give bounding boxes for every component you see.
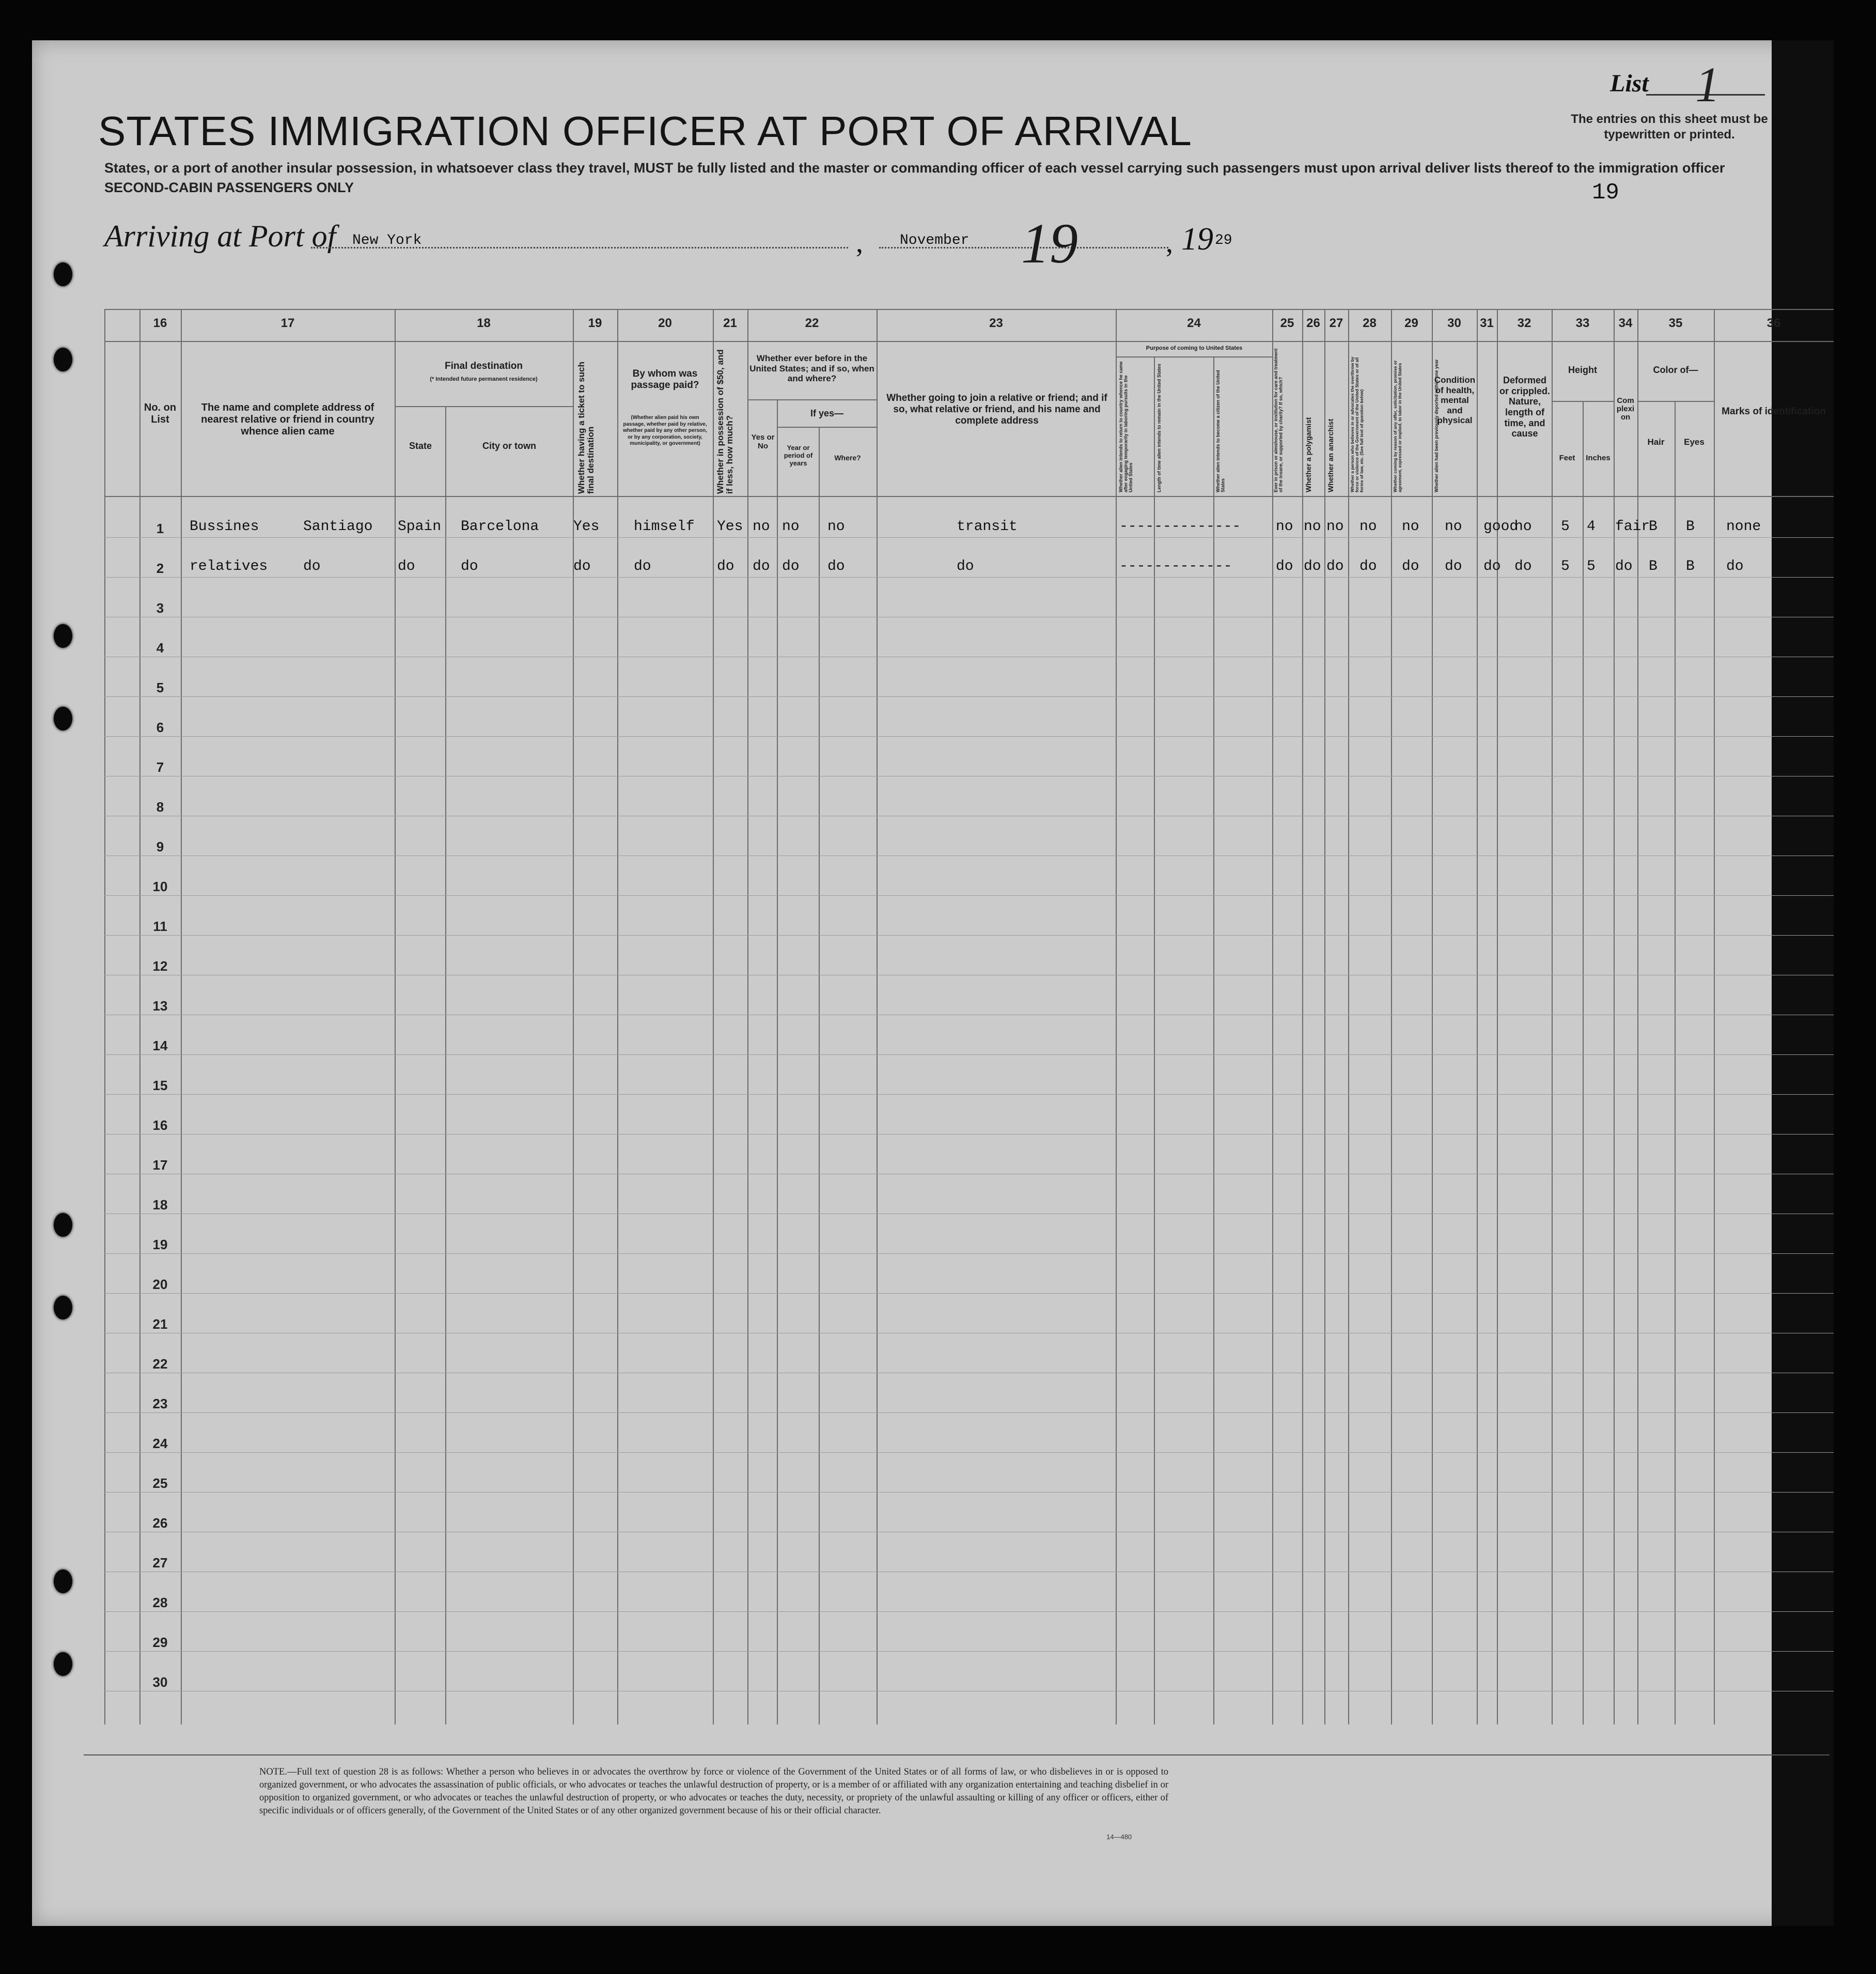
col-border [1116, 309, 1117, 1724]
column-number: 21 [723, 316, 737, 330]
header-anarchist: Whether an anarchist [1326, 418, 1335, 492]
column-number: 36 [1766, 316, 1781, 330]
header-prison: Ever in prison or almshouse, or institution for care and treatment of the insane, or supported by charity? If so, which? [1273, 348, 1284, 492]
col-border [1391, 309, 1392, 1724]
cell-city: Barcelona [461, 519, 539, 535]
column-number: 18 [477, 316, 491, 330]
header-bottom-border [104, 496, 1834, 497]
header-complexion: Complexion [1616, 396, 1635, 422]
year-typed: 29 [1215, 232, 1232, 248]
cell-paid-by: do [634, 558, 651, 574]
header-overthrow: Whether a person who believes in or advocates the overthrow by force or violence of the Government of the United States or of all forms of law, etc. (See full text of question below) [1350, 356, 1364, 492]
cell-purpose: ------------- [1119, 558, 1232, 574]
if-yes-subline [777, 427, 877, 428]
header-polygamist: Whether a polygamist [1304, 417, 1312, 492]
day-value: 19 [1021, 212, 1078, 275]
punch-hole [54, 262, 72, 286]
column-number: 28 [1363, 316, 1377, 330]
cell-before-year: no [782, 519, 800, 535]
cell-before-where: do [827, 558, 845, 574]
cell-joining: do [957, 558, 974, 574]
row-number: 10 [152, 879, 168, 894]
header-year: Year or period of years [784, 444, 813, 467]
form-code: 14—480 [1106, 1833, 1132, 1841]
col-border [1675, 401, 1676, 1724]
cell-marks: none [1726, 519, 1761, 535]
row-number: 3 [156, 600, 164, 616]
arriving-label: Arriving at Port of [104, 219, 336, 253]
punch-hole [54, 1652, 72, 1676]
cell-deported: no [1445, 519, 1462, 535]
row-rule [104, 1253, 1834, 1254]
cell-state: do [398, 558, 415, 574]
cell-inches: 4 [1587, 519, 1596, 535]
separator: , [1166, 227, 1173, 259]
header-purpose-length: Length of time alien intends to remain in the United States [1156, 363, 1162, 492]
manifest-table [104, 309, 1834, 1724]
header-deformed: Deformed or crippled. Nature, length of time, and cause [1499, 375, 1550, 439]
cell-relative-name: relatives [190, 558, 268, 574]
row-rule [104, 895, 1834, 896]
cell-eyes: B [1686, 519, 1695, 535]
row-number: 20 [152, 1277, 168, 1292]
purpose-subline [1116, 356, 1272, 358]
header-health: Condition of health, mental and physical [1434, 375, 1476, 426]
row-number: 28 [152, 1595, 168, 1610]
page-title: STATES IMMIGRATION OFFICER AT PORT OF ARRIVAL [98, 108, 1192, 154]
header-final-destination: Final destination [445, 361, 523, 371]
cell-anarchist: do [1326, 558, 1344, 574]
punch-hole [54, 348, 72, 371]
cell-overthrow: do [1359, 558, 1377, 574]
column-number: 32 [1517, 316, 1531, 330]
row-number: 6 [156, 720, 164, 735]
cell-prison: no [1276, 519, 1293, 535]
row-number: 18 [152, 1197, 168, 1213]
header-state: State [409, 441, 432, 451]
col-border [1583, 401, 1584, 1724]
column-number: 26 [1306, 316, 1320, 330]
col-border [617, 309, 618, 1724]
row-number: 23 [152, 1396, 168, 1411]
year-printed: 19 [1181, 222, 1213, 257]
row-rule [104, 935, 1834, 936]
header-city: City or town [482, 441, 536, 451]
column-number: 30 [1447, 316, 1461, 330]
header-deported: Whether alien had been previously deported within one year [1434, 359, 1439, 492]
cell-money: Yes [717, 519, 743, 535]
header-eyes: Eyes [1684, 437, 1705, 447]
row-number: 7 [156, 759, 164, 775]
cell-city: do [461, 558, 478, 574]
cell-overthrow: no [1359, 519, 1377, 535]
row-rule [104, 1492, 1834, 1493]
header-hair: Hair [1647, 437, 1665, 447]
year-mark: 19 [1592, 180, 1619, 206]
column-number: 19 [588, 316, 602, 330]
header-passage-paid-note: (Whether alien paid his own passage, whether paid by relative, whether paid by any other person, or by any corporation, society, municipality, or government) [623, 415, 707, 446]
header-feet: Feet [1559, 454, 1575, 462]
row-number: 16 [152, 1117, 168, 1133]
header-purpose: Purpose of coming to United States [1146, 345, 1243, 351]
passenger-class-label: SECOND-CABIN PASSENGERS ONLY [104, 180, 354, 195]
cell-labor-offer: do [1402, 558, 1419, 574]
column-number: 17 [280, 316, 295, 330]
col-border [877, 309, 878, 1724]
column-number: 20 [658, 316, 672, 330]
header-marks: Marks of identification [1722, 406, 1826, 417]
row-number: 29 [152, 1635, 168, 1650]
header-fifty-dollars: Whether in possession of $50, and if less, how much? [715, 349, 734, 494]
row-number: 17 [152, 1157, 168, 1173]
header-final-destination-note: (* Intended future permanent residence) [430, 376, 538, 382]
row-number: 15 [152, 1078, 168, 1093]
row-number: 13 [152, 998, 168, 1014]
separator: , [856, 227, 863, 259]
row-number: 12 [152, 958, 168, 974]
row-number: 4 [156, 640, 164, 656]
header-height: Height [1568, 365, 1597, 375]
row-number: 14 [152, 1038, 168, 1053]
row-number: 25 [152, 1475, 168, 1491]
cell-before-us: no [753, 519, 770, 535]
cell-ticket: Yes [573, 519, 600, 535]
cell-hair: B [1649, 519, 1658, 535]
column-number-divider [104, 341, 1834, 342]
row-number: 27 [152, 1555, 168, 1571]
col-border [1324, 309, 1325, 1724]
row-number: 26 [152, 1515, 168, 1531]
col-border [1432, 309, 1433, 1724]
row-rule [104, 1054, 1834, 1055]
cell-eyes: B [1686, 558, 1695, 574]
punch-hole [54, 1296, 72, 1319]
col-border [777, 399, 778, 1724]
cell-health: good [1483, 519, 1519, 535]
port-value: New York [352, 232, 422, 248]
cell-feet: 5 [1561, 519, 1570, 535]
cell-deported: do [1445, 558, 1462, 574]
before-us-subline [747, 399, 877, 400]
header-if-yes: If yes— [810, 408, 844, 418]
table-top-border [104, 309, 1834, 310]
cell-polygamist: do [1304, 558, 1321, 574]
header-labor-offer: Whether coming by reason of any offer, solicitation, promise or agreement, expressed or implied, to labor in the United States [1393, 360, 1402, 492]
instructions-text: States, or a port of another insular possession, in whatsoever class they travel, MUST be fully listed and the master or commanding officer of each vessel carrying such passengers must upon arrival deliver lists thereof to the immigration officer [104, 160, 1725, 176]
col-border [104, 309, 105, 1724]
col-border [181, 309, 182, 1724]
row-number: 21 [152, 1316, 168, 1332]
row-number: 8 [156, 799, 164, 815]
col-border [1302, 309, 1303, 1724]
color-subline [1637, 401, 1714, 402]
row-rule [104, 1293, 1834, 1294]
row-rule [104, 696, 1834, 697]
header-purpose-citizen: Whether alien intends to become a citizen of the United States [1215, 370, 1226, 492]
month-value: November [900, 232, 970, 248]
punch-hole [54, 1569, 72, 1593]
cell-marks: do [1726, 558, 1744, 574]
row-number: 22 [152, 1356, 168, 1372]
list-label: List [1610, 70, 1649, 97]
header-list-number: No. on List [144, 402, 177, 425]
punch-hole [54, 1213, 72, 1237]
punch-hole [54, 624, 72, 648]
punch-hole-strip [32, 40, 73, 1926]
column-number: 35 [1668, 316, 1683, 330]
cell-before-year: do [782, 558, 800, 574]
cell-ticket: do [573, 558, 591, 574]
col-border [1272, 309, 1273, 1724]
col-border [445, 406, 446, 1724]
cell-paid-by: himself [634, 519, 695, 535]
cell-before-where: no [827, 519, 845, 535]
cell-feet: 5 [1561, 558, 1570, 574]
row-number: 9 [156, 839, 164, 854]
row-number: 1 [156, 521, 164, 536]
header-before-us: Whether ever before in the United States; and if so, when and where? [749, 353, 874, 384]
column-number: 33 [1575, 316, 1590, 330]
cell-inches: 5 [1587, 558, 1596, 574]
entries-note: The entries on this sheet must be typewritten or printed. [1571, 112, 1768, 142]
header-where: Where? [834, 454, 861, 462]
row-number: 5 [156, 680, 164, 695]
cell-relative-address: do [303, 558, 321, 574]
column-number: 24 [1187, 316, 1201, 330]
row-rule [104, 1412, 1834, 1413]
row-rule [104, 537, 1834, 538]
cell-health: do [1483, 558, 1501, 574]
cell-before-us: do [753, 558, 770, 574]
cell-joining: transit [957, 519, 1018, 535]
col-border [713, 309, 714, 1724]
cell-polygamist: no [1304, 519, 1321, 535]
header-color-of: Color of— [1653, 365, 1698, 375]
row-number: 2 [156, 561, 164, 576]
header-inches: Inches [1586, 454, 1611, 462]
col-border [819, 427, 820, 1724]
header-passage-paid: By whom was passage paid? [631, 368, 699, 391]
header-relative-address: The name and complete address of nearest relative or friend in country whence alien came [201, 402, 374, 437]
punch-hole [54, 707, 72, 730]
col-border [1614, 309, 1615, 1724]
cell-labor-offer: no [1402, 519, 1419, 535]
col-border [1348, 309, 1349, 1724]
row-rule [104, 577, 1834, 578]
row-rule [104, 1452, 1834, 1453]
cell-relative-name: Bussines [190, 519, 259, 535]
cell-hair: B [1649, 558, 1658, 574]
list-number: 1 [1695, 57, 1720, 112]
row-number: 19 [152, 1237, 168, 1252]
col-border [395, 309, 396, 1724]
cell-deformed: do [1514, 558, 1532, 574]
column-number: 23 [989, 316, 1003, 330]
column-number: 27 [1329, 316, 1343, 330]
column-number: 29 [1404, 316, 1418, 330]
cell-anarchist: no [1326, 519, 1344, 535]
header-ticket: Whether having a ticket to such final destination [576, 362, 596, 494]
column-number: 34 [1618, 316, 1633, 330]
header-joining: Whether going to join a relative or friend; and if so, what relative or friend, and his name and complete address [886, 393, 1107, 426]
column-number: 16 [153, 316, 167, 330]
header-yes-no: Yes or No [751, 433, 775, 451]
row-rule [104, 1611, 1834, 1612]
column-number: 22 [805, 316, 819, 330]
footer-divider [84, 1754, 1830, 1755]
row-rule [104, 1094, 1834, 1095]
col-border [1714, 309, 1715, 1724]
header-purpose-return: Whether alien intends to return to country whence he came after engaging temporarily in laboring pursuits in the United States [1118, 361, 1133, 492]
col-border [747, 309, 748, 1724]
row-number: 11 [153, 919, 167, 934]
final-destination-subline [395, 406, 573, 407]
row-rule [104, 1651, 1834, 1652]
row-rule [104, 736, 1834, 737]
column-number: 31 [1480, 316, 1494, 330]
cell-prison: do [1276, 558, 1293, 574]
cell-deformed: no [1514, 519, 1532, 535]
footer-note: NOTE.—Full text of question 28 is as follows: Whether a person who believes in or advocates the overthrow by force or violence of the Government of the United States or of all forms of law, or who disbelieves in or is opposed to organized government, or who advocates the assassination of public officials, or who advocates or teaches the unlawful destruction of property, or is a member of or affiliated with any organization entertaining and teaching disbelief in or opposition to organized government, or who advocates or teaches the unlawful destruction of property, or who advocates or teaches the duty, necessity, or propriety of the unlawful assaulting or killing of any officer or officers, either of specific individuals or of officers generally, of the Government of the United States or of any other organized government because of his or their official character. [259, 1767, 1168, 1816]
cell-complexion: fair [1615, 519, 1650, 535]
row-number: 24 [152, 1436, 168, 1451]
manifest-sheet [32, 40, 1834, 1926]
cell-complexion: do [1615, 558, 1633, 574]
col-border [1477, 309, 1478, 1724]
cell-relative-address: Santiago [303, 519, 373, 535]
cell-money: do [717, 558, 734, 574]
row-number: 30 [152, 1674, 168, 1690]
cell-state: Spain [398, 519, 442, 535]
cell-purpose: -------------- [1119, 519, 1241, 535]
column-number: 25 [1280, 316, 1294, 330]
col-border [1552, 309, 1553, 1724]
